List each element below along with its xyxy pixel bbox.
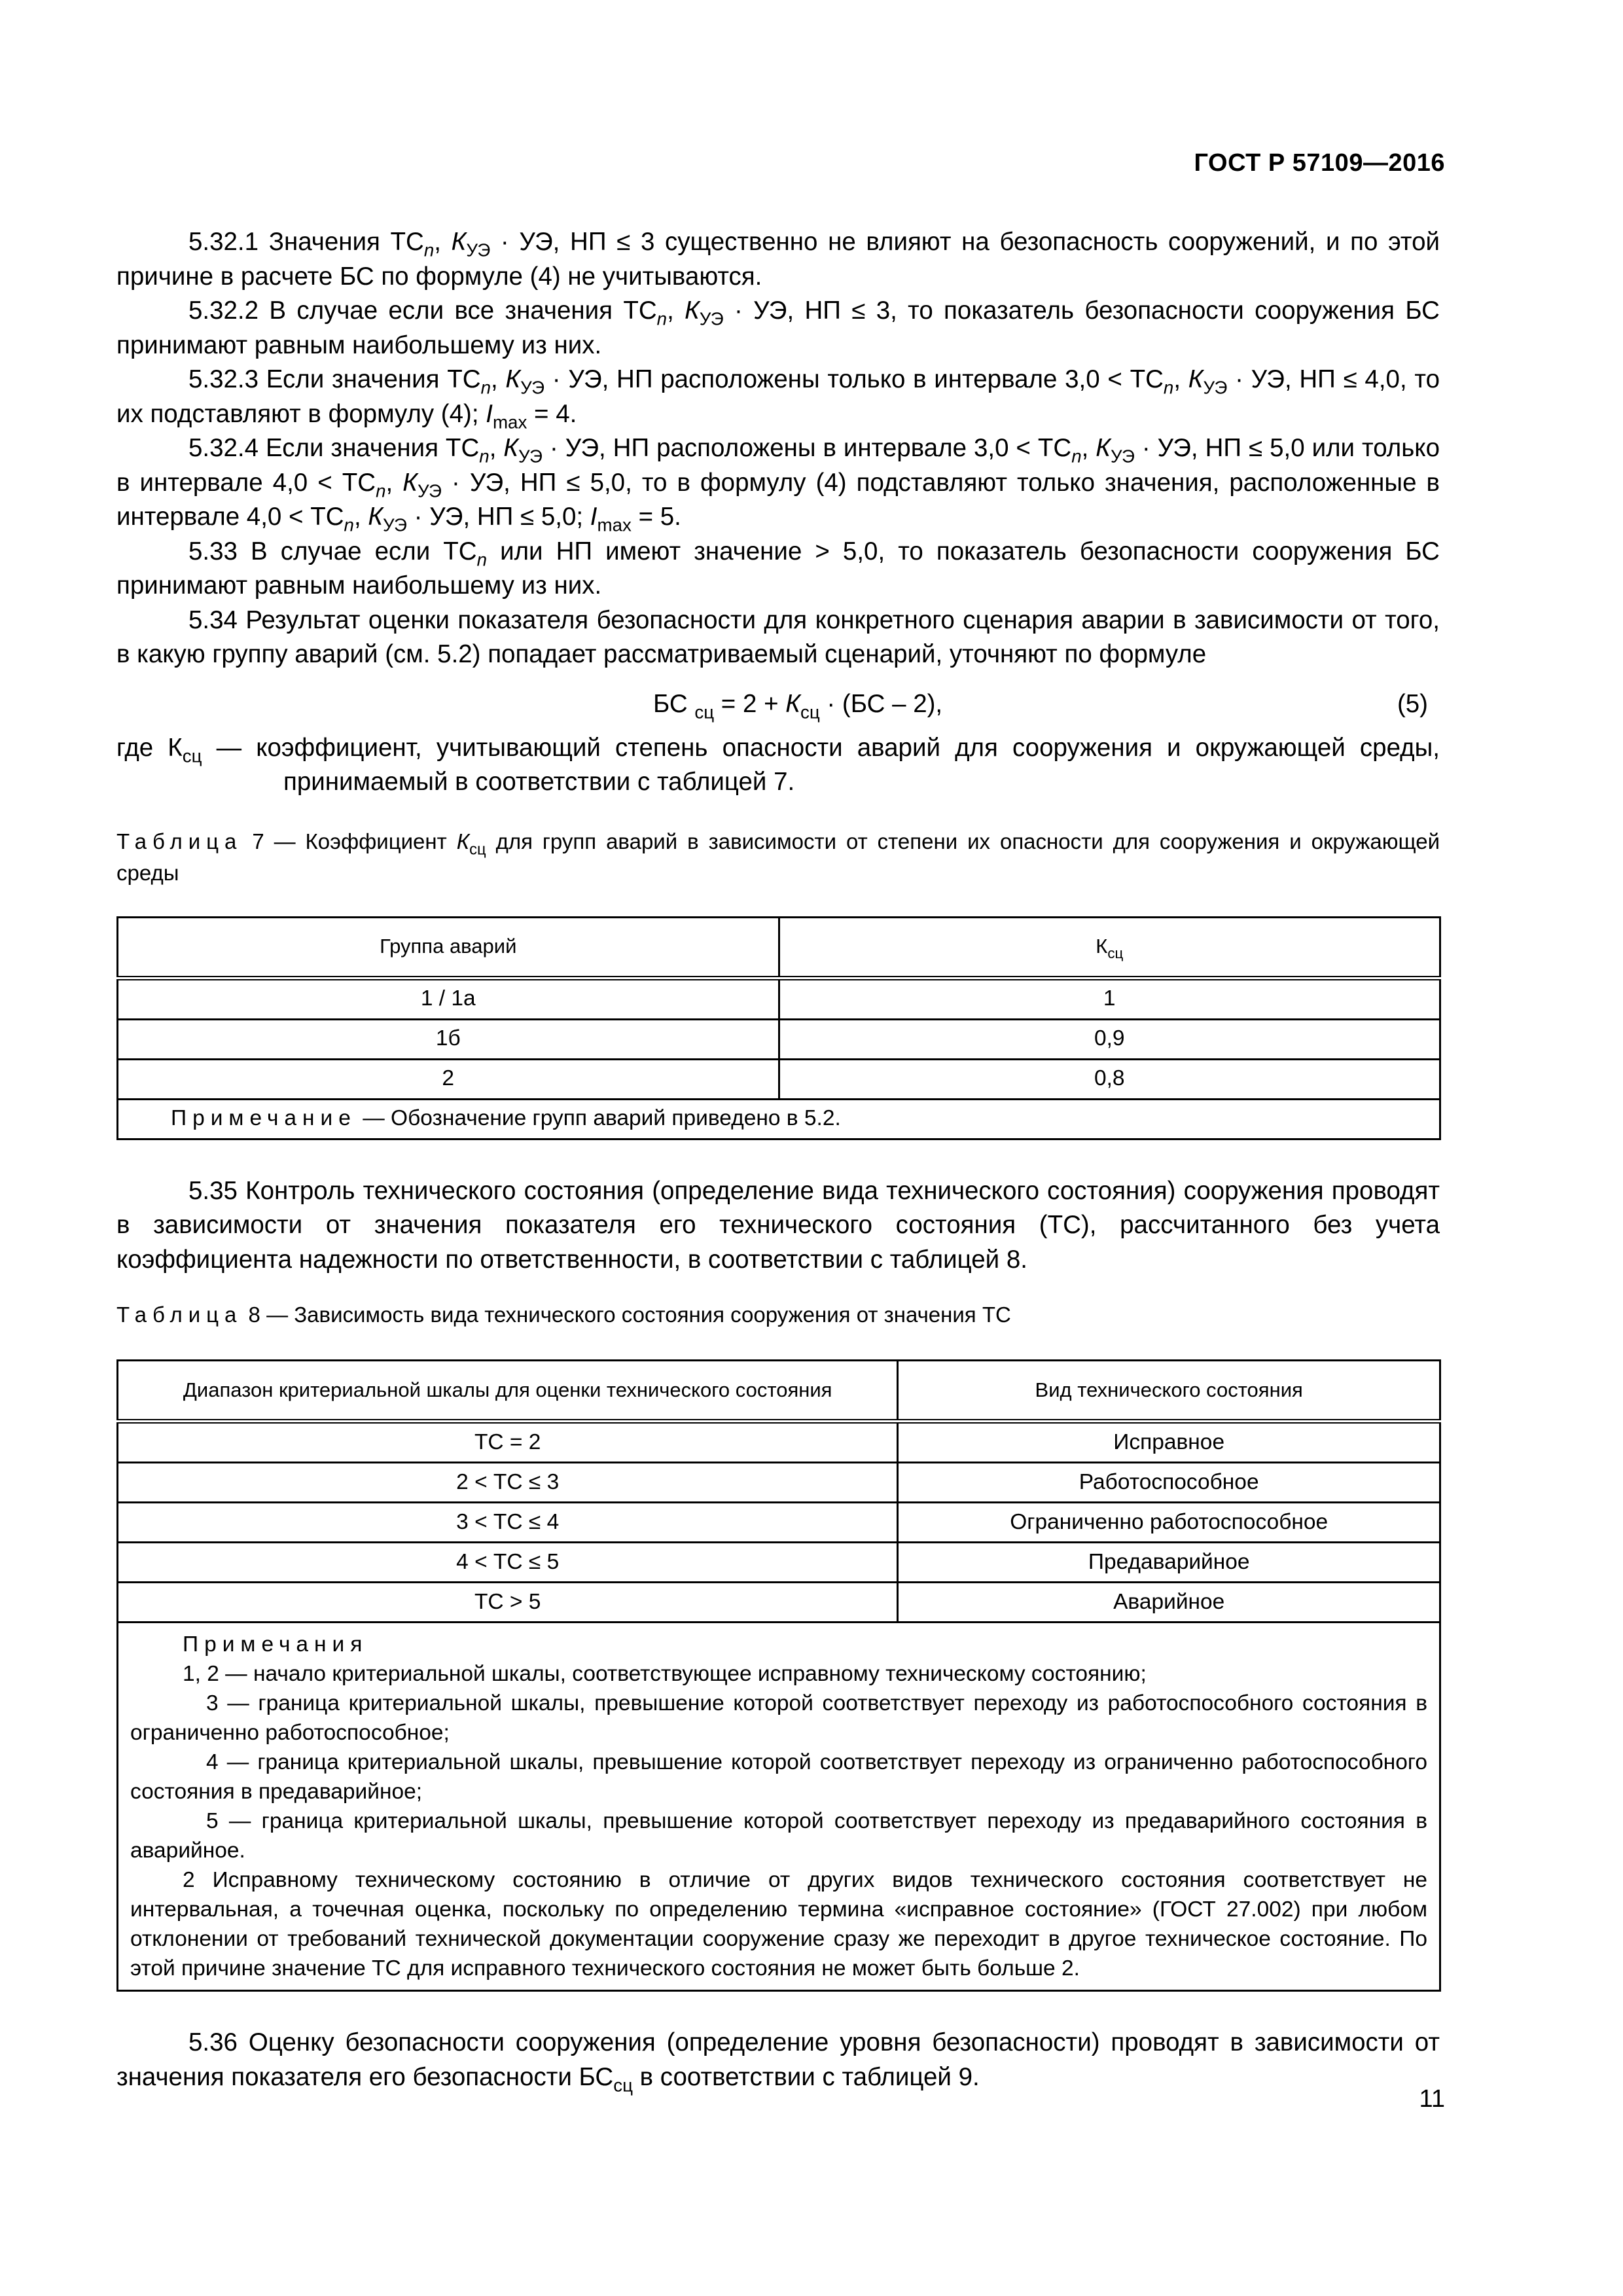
note-2: 2 Исправному техническому состоянию в отличие от других видов технического состояния соответствует не интервальная, а точечная оценка, поскольку по определению термина «исправное состояние» (ГОСТ 27.002) при любом отклонении от требований технической документации сооружение сразу же переходит в другое техническое состояние. По этой причине значение ТС для исправного технического состояния не может быть больше 2.: [130, 1868, 1427, 1981]
table-cell-range: ТС = 2: [118, 1422, 898, 1463]
note-5: 5 — граница критериальной шкалы, превышение которой соответствует переходу из предаварийного состояния в аварийное.: [130, 1809, 1427, 1863]
page-number: 11: [1419, 2085, 1445, 2113]
table-row: [118, 1463, 1440, 1503]
table-cell-state: Работоспособное: [898, 1463, 1440, 1503]
notes-label: Примечания: [183, 1632, 368, 1657]
formula-expression: БС $_{сц} = 2 + К_{сц} \cdot (БС - 2)$,: [653, 689, 943, 723]
table-cell-group: 1б: [118, 1019, 779, 1059]
table-7-col-k: $К_{сц}$: [779, 917, 1440, 978]
formula-5: [116, 677, 1440, 731]
table-8-caption: Таблица 8 — Зависимость вида технического состояния сооружения от значения ТС: [116, 1302, 1011, 1327]
table-row: [118, 978, 1440, 1019]
table-header-row: [118, 1361, 1440, 1422]
table-cell-group: 1 / 1а: [118, 978, 779, 1019]
table-row: [118, 1543, 1440, 1583]
table-cell-range: 3 < ТС ≤ 4: [118, 1503, 898, 1543]
table-cell-range: 4 < ТС ≤ 5: [118, 1543, 898, 1583]
note-3: 3 — граница критериальной шкалы, превышение которой соответствует переходу из работоспособного состояния в ограниченно работоспособное;: [130, 1691, 1427, 1745]
paragraph-5-32-2: 5.32.2 В случае если все значения $ТС_n$, $К_{УЭ}$ · УЭ, НП ≤ 3, то показатель безопасности сооружения БС принимают равным наибольшему из них.: [116, 296, 1440, 359]
paragraph-5-32-4: 5.32.4 Если значения $ТС_n$, $К_{УЭ}$ · УЭ, НП расположены в интервале $3,0 < ТС_n$, $К_{УЭ}$ · УЭ, НП ≤ 5,0 или только в интервале $4,0 < ТС_n$, $К_{УЭ}$ · УЭ, НП ≤ 5,0, то в формулу (4) подставляют только значения, расположенные в интервале $4,0 < ТС_n$, $К_{УЭ}$ · УЭ, НП ≤ 5,0; $I_{max} = 5$.: [116, 434, 1440, 535]
table-cell-state: Исправное: [898, 1422, 1440, 1463]
standard-header: ГОСТ Р 57109—2016: [1194, 149, 1445, 177]
note-1-2: 1, 2 — начало критериальной шкалы, соответствующее исправному техническому состоянию;: [183, 1662, 1147, 1686]
table-cell-group: 2: [118, 1059, 779, 1099]
table-7-col-group: Группа аварий: [118, 917, 779, 978]
note-4: 4 — граница критериальной шкалы, превышение которой соответствует переходу из ограниченно работоспособного состояния в предаварийное;: [130, 1750, 1427, 1804]
paragraph-5-32-1: 5.32.1 Значения $ТС_n$, $К_{УЭ}$ · УЭ, НП ≤ 3 существенно не влияют на безопасность сооружений, и по этой причине в расчете БС по формуле (4) не учитываются.: [116, 228, 1440, 291]
table-row: [118, 1503, 1440, 1543]
table-8-col-range: Диапазон критериальной шкалы для оценки технического состояния: [118, 1361, 898, 1422]
table-8-notes-row: [118, 1623, 1440, 1991]
table-7-caption: Таблица 7 — Коэффициент $К_{сц}$ для групп аварий в зависимости от степени их опасности для сооружения и окружающей среды: [116, 829, 1440, 885]
paragraph-5-35: 5.35 Контроль технического состояния (определение вида технического состояния) сооружения проводят в зависимости от значения показателя его технического состояния (ТС), рассчитанного без учета коэффициента надежности по ответственности, в соответствии с таблицей 8.: [116, 1176, 1440, 1274]
table-header-row: [118, 917, 1440, 978]
table-cell-state: Аварийное: [898, 1583, 1440, 1623]
paragraph-5-34: 5.34 Результат оценки показателя безопасности для конкретного сценария аварии в зависимости от того, в какую группу аварий (см. 5.2) попадает рассматриваемый сценарий, уточняют по формуле: [116, 605, 1440, 668]
paragraph-5-32-3: 5.32.3 Если значения $ТС_n$, $К_{УЭ}$ · УЭ, НП расположены только в интервале $3,0 < ТС_n$, $К_{УЭ}$ · УЭ, НП ≤ 4,0, то их подставляют в формулу (4); $I_{max} = 4$.: [116, 365, 1440, 433]
table-8-col-state: Вид технического состояния: [898, 1361, 1440, 1422]
table-cell-k: 0,8: [779, 1059, 1440, 1099]
table-7-note: Примечание — Обозначение групп аварий приведено в 5.2.: [118, 1099, 1440, 1139]
table-cell-range: 2 < ТС ≤ 3: [118, 1463, 898, 1503]
paragraph-5-33: 5.33 В случае если $ТС_n$ или НП имеют значение > 5,0, то показатель безопасности сооружения БС принимают равным наибольшему из них.: [116, 537, 1440, 600]
formula-explanation: где $К_{сц}$ — коэффициент, учитывающий степень опасности аварий для сооружения и окружающей среды, принимаемый в соответствии с таблицей 7.: [116, 733, 1440, 796]
table-7-note-row: [118, 1099, 1440, 1139]
paragraph-5-36: 5.36 Оценку безопасности сооружения (определение уровня безопасности) проводят в зависимости от значения показателя его безопасности $БС_{сц}$ в соответствии с таблицей 9.: [116, 2028, 1440, 2096]
table-cell-range: ТС > 5: [118, 1583, 898, 1623]
table-7: [116, 916, 1441, 1140]
table-row: [118, 1019, 1440, 1059]
formula-number: (5): [1397, 689, 1428, 718]
table-row: [118, 1059, 1440, 1099]
table-8-notes: [118, 1623, 1440, 1991]
table-8: [116, 1359, 1441, 1992]
body-text: [116, 225, 1440, 2094]
table-cell-state: Ограниченно работоспособное: [898, 1503, 1440, 1543]
table-cell-k: 1: [779, 978, 1440, 1019]
table-cell-state: Предаварийное: [898, 1543, 1440, 1583]
table-cell-k: 0,9: [779, 1019, 1440, 1059]
table-row: [118, 1422, 1440, 1463]
table-row: [118, 1583, 1440, 1623]
